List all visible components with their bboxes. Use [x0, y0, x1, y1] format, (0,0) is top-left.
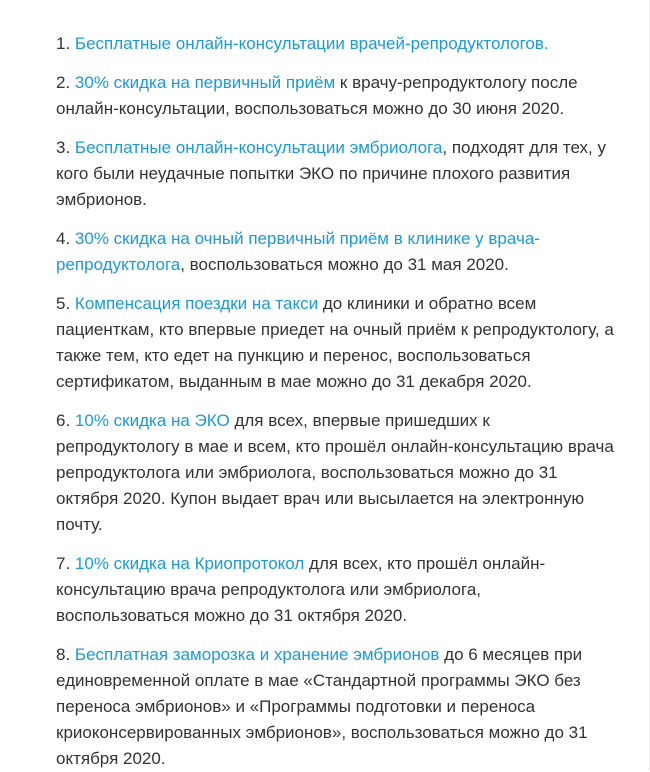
offer-item-7 — [56, 551, 616, 629]
offer-item-3 — [56, 135, 616, 213]
offer-link-free-embryo-freezing[interactable]: Бесплатная заморозка и хранение эмбрионов — [74, 645, 440, 664]
offer-item-1 — [56, 31, 616, 57]
offer-link-10-discount-cryoprotocol[interactable]: 10% скидка на Криопротокол — [74, 554, 305, 573]
offer-text: до клиники и обратно всем пациенткам, кто впервые приедет на очный приём к репродуктологу, а также тем, кто едет на пункцию и перенос, воспользоваться сертификатом, выданным в мае можно до 31 декабря 2020. — [56, 294, 614, 391]
offer-text: для всех, впервые пришедших к репродуктологу в мае и всем, кто прошёл онлайн-консультацию врача репродуктолога или эмбриолога, воспользоваться можно до 31 октября 2020. Купон выдает врач или высылается на электронную почту. — [56, 411, 614, 534]
offer-number: 2. — [56, 73, 71, 92]
offer-link-free-reproductologist-consultations[interactable]: Бесплатные онлайн-консультации врачей-репродуктологов. — [74, 34, 549, 53]
offer-number: 5. — [56, 294, 71, 313]
offer-link-10-discount-ivf[interactable]: 10% скидка на ЭКО — [74, 411, 230, 430]
offer-link-30-discount-clinic-visit[interactable]: 30% скидка на очный первичный приём в клинике у врача-репродуктолога — [56, 229, 540, 274]
offer-item-5 — [56, 291, 616, 395]
offer-link-free-embryologist-consultations[interactable]: Бесплатные онлайн-консультации эмбриолога — [74, 138, 443, 157]
offer-item-4 — [56, 226, 616, 278]
offer-number: 4. — [56, 229, 71, 248]
offer-text: , воспользоваться можно до 31 мая 2020. — [180, 255, 509, 274]
offer-text: к врачу-репродуктологу после онлайн-консультации, воспользоваться можно до 30 июня 2020. — [56, 73, 578, 118]
offer-text: до 6 месяцев при единовременной оплате в мае «Стандартной программы ЭКО без переноса эмбрионов» и «Программы подготовки и переноса криоконсервированных эмбрионов», воспользоваться можно до 31 октября 2020. — [56, 645, 588, 768]
offer-text: , подходят для тех, у кого были неудачные попытки ЭКО по причине плохого развития эмбрионов. — [56, 138, 606, 209]
offer-number: 1. — [56, 34, 71, 53]
offer-number: 8. — [56, 645, 71, 664]
offer-item-2 — [56, 70, 616, 122]
offer-item-8 — [56, 642, 616, 772]
offer-link-30-discount-first-visit[interactable]: 30% скидка на первичный приём — [74, 73, 336, 92]
offer-number: 3. — [56, 138, 71, 157]
offer-number: 7. — [56, 554, 71, 573]
offer-text: для всех, кто прошёл онлайн-консультацию врача репродуктолога или эмбриолога, воспользоваться можно до 31 октября 2020. — [56, 554, 546, 625]
offer-number: 6. — [56, 411, 71, 430]
offer-item-6 — [56, 408, 616, 538]
offer-link-taxi-compensation[interactable]: Компенсация поездки на такси — [74, 294, 319, 313]
